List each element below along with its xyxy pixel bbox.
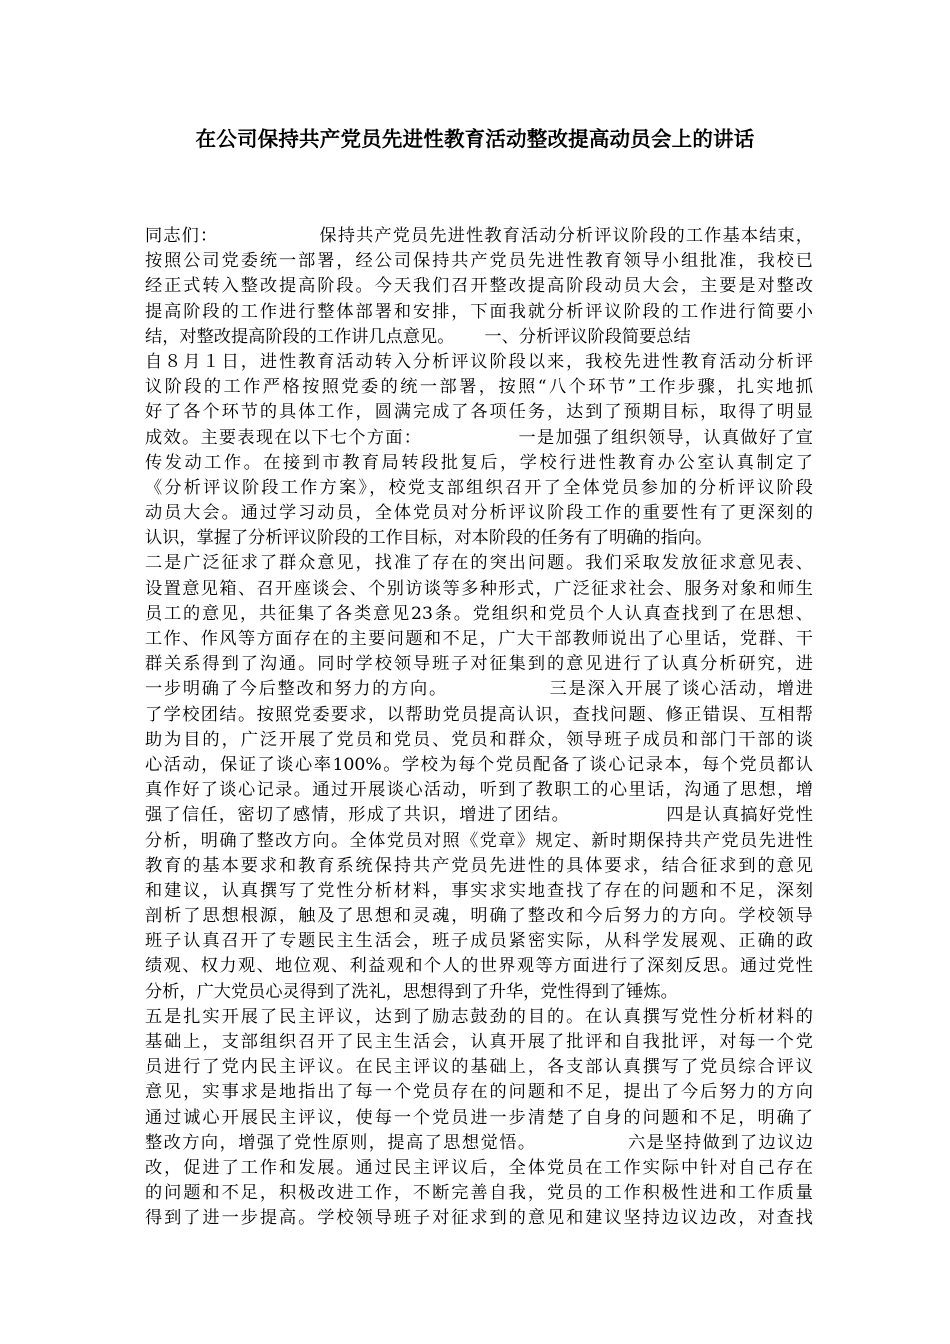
text-line-content: 和建议，认真撰写了党性分析材料，事实求实地查找了存在的问题和不足，深刻 — [145, 880, 813, 901]
text-line — [145, 400, 813, 425]
text-line — [145, 829, 813, 854]
text-line — [145, 1080, 813, 1105]
text-line-continuation: 六是坚持做到了边议边 — [626, 1132, 813, 1153]
text-line-content: 认识，掌握了分析评议阶段的工作目标，对本阶段的任务有了明确的指向。 — [145, 528, 713, 549]
text-line — [145, 1106, 813, 1131]
text-line — [145, 904, 813, 929]
text-line-content: 基础上，支部组织召开了民主生活会，认真开展了批评和自我批评，对每一个党 — [145, 1032, 813, 1052]
text-line-content: 剖析了思想根源，触及了思想和灵魂，明确了整改和今后努力的方向。学校领导 — [145, 906, 813, 927]
text-line-content: 了学校团结。按照党委要求，以帮助党员提高认识，查找问题、修正错误、互相帮 — [145, 704, 813, 725]
text-line-content: 助为目的，广泛开展了党员和党员、党员和群众，领导班子成员和部门干部的谈 — [145, 729, 813, 750]
text-line-content: 二是广泛征求了群众意见，找准了存在的突出问题。我们采取发放征求意见表、 — [145, 553, 813, 574]
text-line — [145, 728, 813, 753]
text-line — [145, 1181, 813, 1206]
text-line-content: 传发动工作。在接到市教育局转段批复后，学校行进性教育办公室认真制定了 — [145, 452, 813, 473]
text-line-content: 同志们： — [145, 226, 219, 246]
text-line — [145, 879, 813, 904]
text-line — [145, 854, 813, 879]
text-line-content: 整改方向，增强了党性原则，提高了思想觉悟。 — [145, 1132, 537, 1153]
text-line — [145, 426, 813, 451]
text-line-content: 动员大会。通过学习动员，全体党员对分析评议阶段工作的重要性有了更深刻的 — [145, 503, 813, 524]
text-line — [145, 526, 813, 551]
text-line-continuation: 保持共产党员先进性教育活动分析评议阶段的工作基本结束， — [318, 226, 813, 246]
text-line — [145, 753, 813, 778]
text-line-content: 结，对整改提高阶段的工作讲几点意见。 — [145, 326, 455, 347]
text-line — [145, 274, 813, 299]
text-line — [145, 652, 813, 677]
text-line-content: 《分析评议阶段工作方案》，校党支部组织召开了全体党员参加的分析评议阶段 — [145, 477, 813, 498]
text-line-content: 一步明确了今后整改和努力的方向。 — [145, 679, 448, 700]
text-line — [145, 929, 813, 954]
text-line — [145, 954, 813, 979]
text-line — [145, 451, 813, 476]
text-line-content: 得到了进一步提高。学校领导班子对征求到的意见和建议坚持边议边改，对查找 — [145, 1208, 813, 1229]
text-line-continuation: 一是加强了组织领导，认真做好了宣 — [517, 427, 813, 448]
text-line-content: 员工的意见，共征集了各类意见23条。党组织和党员个人认真查找到了在思想、 — [145, 603, 813, 624]
text-line — [145, 476, 813, 501]
text-line — [145, 778, 813, 803]
text-line-content: 教育的基本要求和教育系统保持共产党员先进性的具体要求，结合征求到的意见 — [145, 855, 813, 876]
text-line-content: 设置意见箱、召开座谈会、个别访谈等多种形式，广泛征求社会、服务对象和师生 — [145, 578, 813, 599]
text-line-content: 强了信任，密切了感情，形成了共识，增进了团结。 — [145, 805, 571, 826]
text-line-content: 按照公司党委统一部署，经公司保持共产党员先进性教育领导小组批准，我校已 — [145, 251, 813, 272]
text-line-content: 班子认真召开了专题民主生活会，班子成员紧密实际，从科学发展观、正确的政 — [145, 931, 813, 952]
document-body — [145, 224, 813, 1232]
text-line — [145, 677, 813, 702]
text-line-content: 经正式转入整改提高阶段。今天我们召开整改提高阶段动员大会，主要是对整改 — [145, 276, 813, 297]
text-line — [145, 1005, 813, 1030]
text-line — [145, 577, 813, 602]
text-line — [145, 1206, 813, 1231]
text-line — [145, 350, 813, 375]
text-line — [145, 1131, 813, 1156]
text-line-continuation: 一、分析评议阶段简要总结 — [484, 326, 691, 347]
text-line-content: 的问题和不足，积极改进工作，不断完善自我，党员的工作积极性进和工作质量 — [145, 1183, 813, 1204]
text-line-continuation: 四是认真搞好党性 — [665, 805, 813, 826]
text-line — [145, 602, 813, 627]
text-line — [145, 501, 813, 526]
text-line-content: 群关系得到了沟通。同时学校领导班子对征集到的意见进行了认真分析研究，进 — [145, 654, 813, 675]
text-line — [145, 325, 813, 350]
text-line — [145, 1055, 813, 1080]
text-line-content: 好了各个环节的具体工作，圆满完成了各项任务，达到了预期目标，取得了明显 — [145, 402, 813, 423]
text-line-content: 五是扎实开展了民主评议，达到了励志鼓劲的目的。在认真撰写党性分析材料的 — [145, 1006, 813, 1027]
text-line — [145, 249, 813, 274]
document-title: 在公司保持共产党员先进性教育活动整改提高动员会上的讲话 — [195, 127, 755, 151]
text-line-content: 分析，广大党员心灵得到了洗礼，思想得到了升华，党性得到了锤炼。 — [145, 981, 678, 1002]
text-line-content: 成效。主要表现在以下七个方面： — [145, 427, 423, 448]
text-line-content: 提高阶段的工作进行整体部署和安排，下面我就分析评议阶段的工作进行简要小 — [145, 301, 813, 322]
text-line — [145, 300, 813, 325]
text-line — [145, 627, 813, 652]
text-line-content: 真作好了谈心记录。通过开展谈心活动，听到了教职工的心里话，沟通了思想，增 — [145, 780, 813, 801]
text-line-content: 意见，实事求是地指出了每一个党员存在的问题和不足，提出了今后努力的方向 — [145, 1082, 813, 1103]
text-line-content: 工作、作风等方面存在的主要问题和不足，广大干部教师说出了心里话，党群、干 — [145, 629, 813, 649]
text-line-content: 自８月１日，进性教育活动转入分析评议阶段以来，我校先进性教育活动分析评 — [145, 351, 813, 372]
text-line-content: 员进行了党内民主评议。在民主评议的基础上，各支部认真撰写了党员综合评议 — [145, 1057, 813, 1078]
text-line — [145, 703, 813, 728]
text-line — [145, 224, 813, 249]
text-line-content: 议阶段的工作严格按照党委的统一部署，按照“八个环节”工作步骤，扎实地抓 — [145, 377, 813, 398]
text-line — [145, 375, 813, 400]
text-line-content: 心活动，保证了谈心率100%。学校为每个党员配备了谈心记录本，每个党员都认 — [145, 754, 813, 775]
text-line — [145, 1030, 813, 1055]
text-line-content: 分析，明确了整改方向。全体党员对照《党章》规定、新时期保持共产党员先进性 — [145, 830, 813, 851]
text-line-content: 改，促进了工作和发展。通过民主评议后，全体党员在工作实际中针对自己存在 — [145, 1157, 813, 1178]
text-line-content: 绩观、权力观、地位观、利益观和个人的世界观等方面进行了深刻反思。通过党性 — [145, 956, 813, 977]
text-line-continuation: 三是深入开展了谈心活动，增进 — [547, 679, 813, 700]
text-line — [145, 980, 813, 1005]
text-line-content: 通过诚心开展民主评议，使每一个党员进一步清楚了自身的问题和不足，明确了 — [145, 1107, 813, 1128]
text-line — [145, 551, 813, 576]
text-line — [145, 1156, 813, 1181]
text-line — [145, 803, 813, 828]
